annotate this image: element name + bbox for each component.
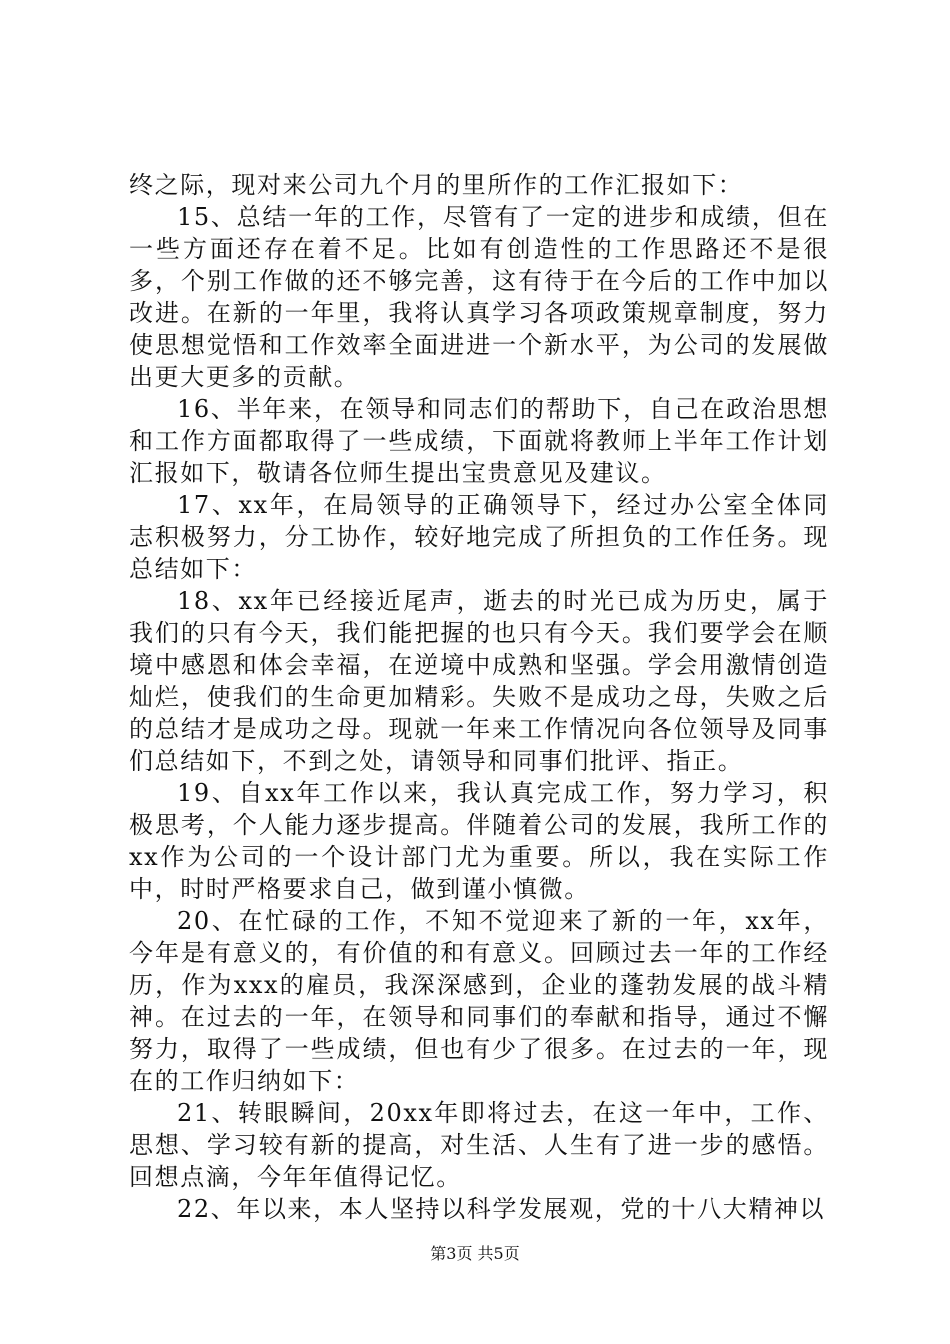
- paragraph: 17、xx年，在局领导的正确领导下，经过办公室全体同志积极努力，分工协作，较好地完成了所担负的工作任务。现总结如下：: [129, 491, 829, 583]
- paragraph: 18、xx年已经接近尾声，逝去的时光已成为历史，属于我们的只有今天，我们能把握的也只有今天。我们要学会在顺境中感恩和体会幸福，在逆境中成熟和坚强。学会用激情创造灿烂，使我们的生命更加精彩。失败不是成功之母，失败之后的总结才是成功之母。现就一年来工作情况向各位领导及同事们总结如下，不到之处，请领导和同事们批评、指正。: [129, 587, 829, 775]
- paragraph: 22、年以来，本人坚持以科学发展观，党的十八大精神以: [177, 1195, 826, 1223]
- paragraph: 19、自xx年工作以来，我认真完成工作，努力学习，积极思考，个人能力逐步提高。伴随着公司的发展，我所工作的xx作为公司的一个设计部门尤为重要。所以，我在实际工作中，时时严格要求自己，做到谨小慎微。: [129, 779, 829, 903]
- page-footer: 第3页 共5页: [430, 1244, 520, 1263]
- paragraph: 21、转眼瞬间，20xx年即将过去，在这一年中，工作、思想、学习较有新的提高，对生活、人生有了进一步的感悟。回想点滴，今年年值得记忆。: [129, 1099, 829, 1191]
- paragraph: 16、半年来，在领导和同志们的帮助下，自己在政治思想和工作方面都取得了一些成绩，下面就将教师上半年工作计划汇报如下，敬请各位师生提出宝贵意见及建议。: [129, 395, 829, 487]
- document-body: [129, 169, 829, 1225]
- paragraph: 15、总结一年的工作，尽管有了一定的进步和成绩，但在一些方面还存在着不足。比如有创造性的工作思路还不是很多，个别工作做的还不够完善，这有待于在今后的工作中加以改进。在新的一年里，我将认真学习各项政策规章制度，努力使思想觉悟和工作效率全面进进一个新水平，为公司的发展做出更大更多的贡献。: [129, 203, 829, 391]
- paragraph: 终之际，现对来公司九个月的里所作的工作汇报如下：: [129, 171, 744, 199]
- paragraph: 20、在忙碌的工作，不知不觉迎来了新的一年，xx年，今年是有意义的，有价值的和有意义。回顾过去一年的工作经历，作为xxx的雇员，我深深感到，企业的蓬勃发展的战斗精神。在过去的一年，在领导和同事们的奉献和指导，通过不懈努力，取得了一些成绩，但也有少了很多。在过去的一年，现在的工作归纳如下：: [129, 907, 829, 1095]
